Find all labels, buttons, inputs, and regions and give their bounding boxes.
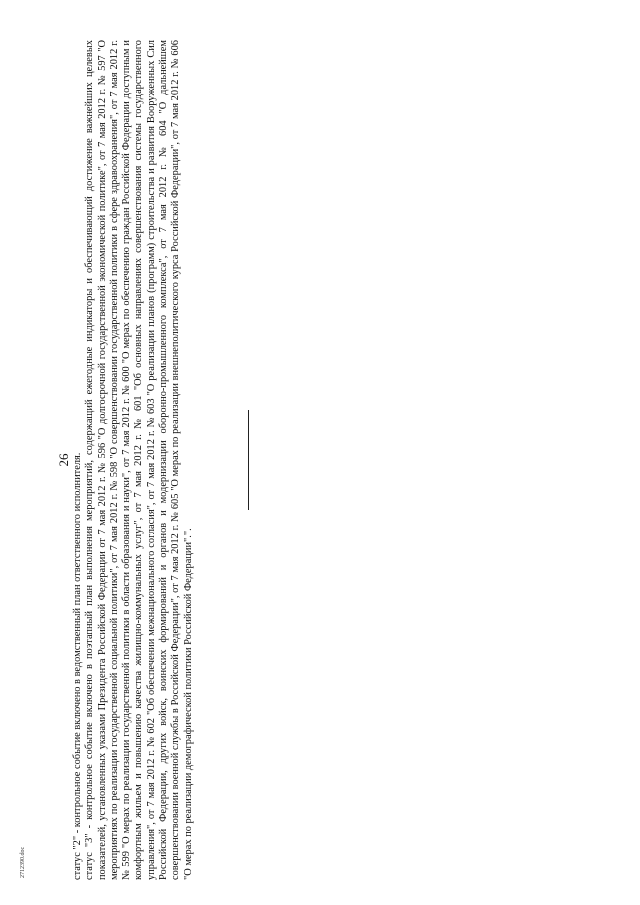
paragraph-status-3: статус "3" - контрольное событие включено в поэтапный план выполнения мероприятий, содержащий ежегодные индикаторы и обеспечивающий достижение важнейших целевых показателей, установленных указами Президента Российской Федерации от 7 мая 2012 г. № 596 "О долгосрочной государственной экономической политике", от 7 мая 2012 г. № 597 "О мероприятиях по реализации государственной социальной политики", от 7 мая 2012 г. № 598 "О совершенствовании государственной политики в сфере здравоохранения", от 7 мая 2012 г. № 599 "О мерах по реализации государственной политики в области образования и науки", от 7 мая 2012 г. № 600 "О мерах по обеспечению граждан Российской Федерации доступным и комфортным жильем и повышению качества жилищно-коммунальных услуг", от 7 мая 2012 г. № 601 "Об основных направлениях совершенствования системы государственного управления", от 7 мая 2012 г. № 602 "Об обеспечении межнационального согласия", от 7 мая 2012 г. № 603 "О реализации планов (программ) строительства и развития Вооруженных Сил Российской Федерации, других войск, воинских формирований и органов и модернизации оборонно-промышленного комплекса", от 7 мая 2012 г. № 604 "О дальнейшем совершенствовании военной службы в Российской Федерации", от 7 мая 2012 г. № 605 "О мерах по реализации внешнеполитического курса Российской Федерации", от 7 мая 2012 г. № 606 "О мерах по реализации демографической политики Российской Федерации".". xyxy=(84,40,194,880)
footer-file-code: 2712390.doc xyxy=(20,846,26,878)
paragraph-status-2: статус "2" - контрольное событие включено в ведомственный план ответственного исполнителя. xyxy=(72,452,83,880)
end-rule xyxy=(248,410,249,510)
rotated-content xyxy=(56,40,246,880)
page-number: 26 xyxy=(56,453,71,467)
body-text xyxy=(72,40,195,880)
